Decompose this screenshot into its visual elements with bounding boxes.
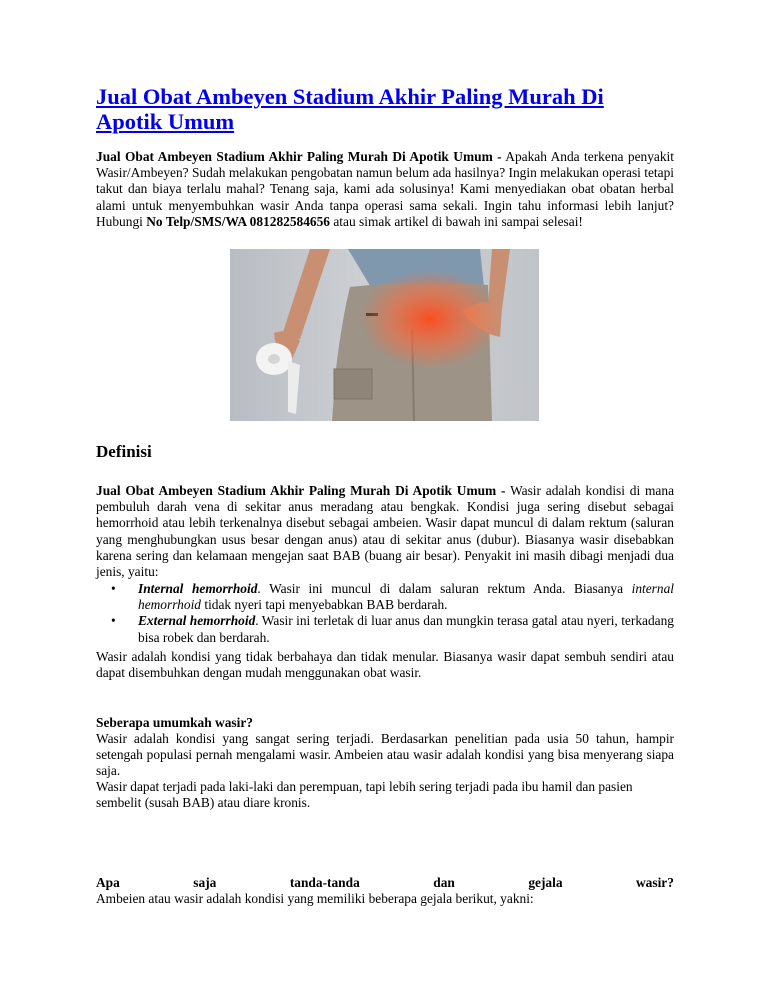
- type-text-end: tidak nyeri tapi menyebabkan BAB berdarah.: [201, 597, 448, 613]
- page-title: [96, 84, 674, 134]
- type-text: . Wasir ini muncul di dalam saluran rektum Anda. Biasanya: [257, 581, 632, 596]
- hemorrhoid-types-list: [96, 581, 674, 646]
- definition-text: Wasir adalah kondisi di mana pembuluh darah vena di sekitar anus meradang atau bengkak. Kondisi juga sering disebut sebagai hemorrhoid atau lebih terkenalnya disebut sebagai ambeien. Wasir dapat muncul di dalam rektum (saluran yang menghubungkan usus besar dengan anus) atau di sekitar anus (dubur). Biasanya wasir disebabkan karena sering dan kelamaan mengejan saat BAB (buang air besar). Penyakit ini masih dibagi menjadi dua jenis, yaitu:: [96, 483, 675, 580]
- type-name: External hemorrhoid: [138, 613, 256, 629]
- heading-word: tanda-tanda: [289, 875, 360, 890]
- list-item: [111, 581, 674, 613]
- intro-text-end: atau simak artikel di bawah ini sampai selesai!: [330, 213, 583, 229]
- heading-word: Apa: [96, 875, 120, 890]
- heading-word: wasir?: [636, 875, 674, 890]
- heading-word: gejala: [528, 875, 563, 890]
- intro-lead: Jual Obat Ambeyen Stadium Akhir Paling Murah Di Apotik Umum -: [96, 149, 502, 164]
- bullet-icon: •: [111, 581, 116, 596]
- article-image: [230, 249, 539, 421]
- list-item: [111, 613, 674, 645]
- closing-paragraph: Wasir adalah kondisi yang tidak berbahaya dan tidak menular. Biasanya wasir dapat sembuh sendiri atau dapat disembuhkan dengan mudah menggunakan obat wasir.: [96, 649, 674, 681]
- umum-paragraph-2: Wasir dapat terjadi pada laki-laki dan perempuan, tapi lebih sering terjadi pada ibu hamil dan pasien sembelit (susah BAB) atau diare kronis.: [96, 779, 633, 811]
- section-heading-umum: Seberapa umumkah wasir?: [96, 715, 253, 730]
- type-text: . Wasir ini terletak di luar anus dan mungkin terasa gatal atau nyeri, terkadang bisa robek dan berdarah.: [138, 613, 674, 645]
- hemorrhoid-illustration: [230, 249, 539, 421]
- title-link[interactable]: Jual Obat Ambeyen Stadium Akhir Paling Murah Di Apotik Umum: [96, 84, 604, 134]
- definition-lead: Jual Obat Ambeyen Stadium Akhir Paling Murah Di Apotik Umum -: [96, 483, 506, 498]
- intro-paragraph: [96, 149, 674, 230]
- heading-word: dan: [433, 875, 455, 890]
- type-name: Internal hemorrhoid: [138, 581, 258, 596]
- gejala-paragraph: Ambeien atau wasir adalah kondisi yang memiliki beberapa gejala berikut, yakni:: [96, 891, 534, 906]
- bullet-icon: •: [111, 613, 116, 629]
- section-heading-gejala: [96, 875, 674, 891]
- heading-word: saja: [193, 875, 217, 890]
- intro-text: Apakah Anda terkena penyakit Wasir/Ambeyen? Sudah melakukan pengobatan namun belum ada hasilnya? Ingin melakukan operasi tetapi takut dan biaya terlalu mahal? Tenang saja, kami ada solusinya! Kami menyediakan obat obatan herbal alami untuk menyembuhkan wasir Anda tanpa operasi sama sekali. Ingin tahu informasi lebih lanjut? Hubungi: [96, 149, 674, 229]
- definition-paragraph: [96, 483, 674, 580]
- umum-paragraph-1: Wasir adalah kondisi yang sangat sering terjadi. Berdasarkan penelitian pada usia 50 tahun, hampir setengah populasi pernah mengalami wasir. Ambeien atau wasir adalah kondisi yang bisa menyerang siapa saja.: [96, 731, 674, 779]
- contact-number: No Telp/SMS/WA 081282584656: [146, 213, 331, 229]
- type-italic: internal hemorrhoid: [138, 581, 674, 613]
- section-heading-definisi: Definisi: [96, 442, 152, 461]
